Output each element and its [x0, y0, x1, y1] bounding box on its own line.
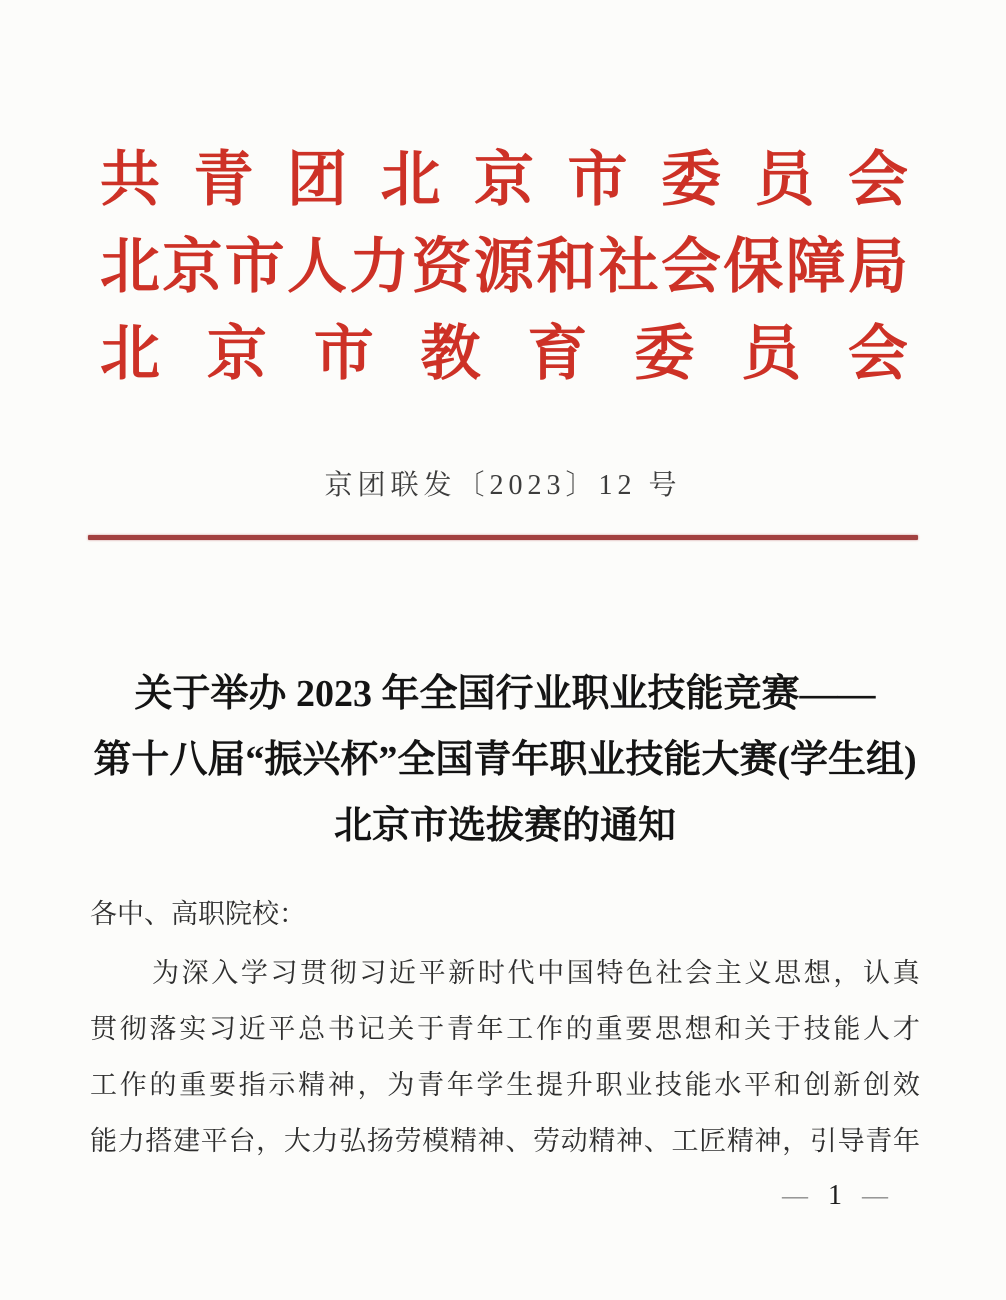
letterhead	[0, 137, 1006, 540]
org-name-education-committee: 北 京 市 教 育 委 员 会	[100, 321, 908, 387]
separator-rule	[88, 535, 918, 540]
title-line-3: 北京市选拔赛的通知	[333, 805, 676, 847]
org-name-hr-social-security-bureau: 北 京 市 人 力 资 源 和 社 会 保 障 局	[100, 234, 908, 300]
org-name-youth-league: 共 青 团 北 京 市 委 员 会	[100, 147, 908, 213]
document-number: 京团联发〔2023〕12 号	[324, 470, 682, 501]
title-line-1: 关于举办 2023 年全国行业职业技能竞赛——	[134, 673, 876, 715]
paragraph-line: 贯 彻 落 实 习 近 平 总 书 记 关 于 青 年 工 作 的 重 要 思 想 和 关 于 技 能 人 才	[90, 1013, 920, 1044]
issuing-orgs	[100, 137, 908, 398]
title-line-2: 第十八届“振兴杯”全国青年职业技能大赛(学生组)	[93, 739, 917, 781]
paragraph-line: 为 深 入 学 习 贯 彻 习 近 平 新 时 代 中 国 特 色 社 会 主 义 思 想 ， 认 真	[152, 957, 920, 988]
paragraph-line: 能 力 搭 建 平 台 ， 大 力 弘 扬 劳 模 精 神 、 劳 动 精 神 、 工 匠 精 神 ， 引 导 青 年	[90, 1125, 920, 1156]
body-paragraph	[90, 942, 920, 1166]
page-number-dash-right: —	[862, 1181, 888, 1210]
document-content	[0, 661, 1006, 1166]
page-number	[782, 1176, 888, 1216]
paragraph-line: 工 作 的 重 要 指 示 精 神 ， 为 青 年 学 生 提 升 职 业 技 能 水 平 和 创 新 创 效	[90, 1069, 920, 1100]
page-number-dash-left: —	[782, 1181, 808, 1210]
document-body	[90, 886, 920, 1166]
document-title	[90, 661, 920, 859]
salutation: 各中、高职院校：	[90, 899, 306, 929]
page-number-value: 1	[828, 1180, 842, 1211]
